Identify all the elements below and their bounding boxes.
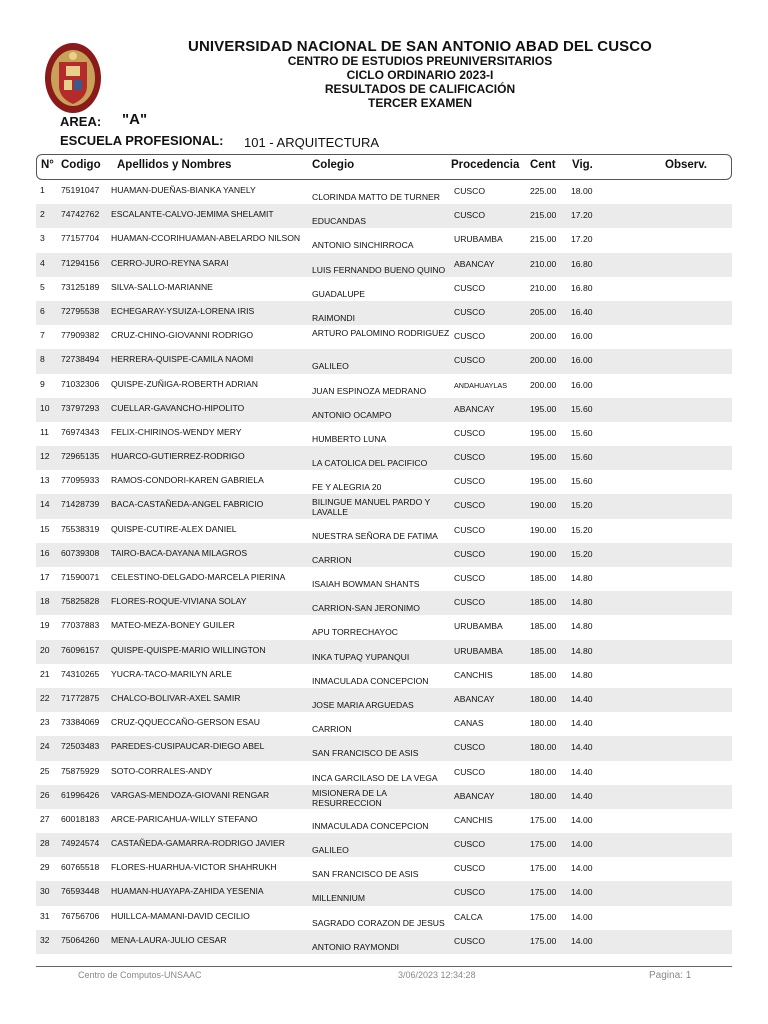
row-number: 5 (40, 281, 45, 292)
table-row (36, 809, 732, 833)
escuela-label: ESCUELA PROFESIONAL: (60, 133, 224, 148)
row-vig: 14.80 (571, 597, 593, 608)
center-name: CENTRO DE ESTUDIOS PREUNIVERSITARIOS (287, 54, 553, 68)
row-vig: 14.40 (571, 693, 593, 704)
row-vig: 14.00 (571, 911, 593, 922)
row-procedencia: ABANCAY (454, 403, 495, 414)
table-row (36, 470, 732, 494)
row-codigo: 74310265 (61, 668, 100, 679)
row-cent: 205.00 (530, 306, 557, 317)
table-row (36, 180, 732, 204)
table-row (36, 857, 732, 881)
row-colegio: ANTONIO RAYMONDI (312, 941, 400, 952)
row-cent: 175.00 (530, 887, 557, 898)
row-number: 16 (40, 547, 50, 558)
row-number: 28 (40, 838, 50, 849)
row-codigo: 74924574 (61, 838, 100, 849)
row-cent: 185.00 (530, 645, 557, 656)
row-nombre: MATEO-MEZA-BONEY GUILER (111, 620, 235, 631)
row-nombre: SOTO-CORRALES-ANDY (111, 765, 213, 776)
row-cent: 190.00 (530, 548, 557, 559)
row-codigo: 75064260 (61, 934, 100, 945)
row-colegio: MISIONERA DE LA RESURRECCION (312, 787, 387, 808)
exam-name: TERCER EXAMEN (367, 96, 472, 110)
row-nombre: SILVA-SALLO-MARIANNE (111, 281, 213, 292)
row-colegio: RAIMONDI (312, 312, 355, 323)
row-colegio: CARRION (312, 724, 352, 735)
row-cent: 195.00 (530, 403, 557, 414)
row-cent: 210.00 (530, 282, 557, 293)
row-codigo: 72965135 (61, 451, 100, 462)
table-row (36, 543, 732, 567)
row-nombre: RAMOS-CONDORI-KAREN GABRIELA (111, 475, 264, 486)
row-cent: 200.00 (530, 379, 557, 390)
row-nombre: CELESTINO-DELGADO-MARCELA PIERINA (111, 572, 286, 582)
table-row (36, 277, 732, 301)
row-colegio: ISAIAH BOWMAN SHANTS (312, 579, 420, 589)
row-number: 13 (40, 475, 50, 486)
row-number: 9 (40, 378, 45, 389)
row-procedencia: CUSCO (454, 355, 486, 366)
row-cent: 180.00 (530, 766, 557, 777)
row-vig: 15.60 (571, 452, 593, 463)
row-colegio: INKA TUPAQ YUPANQUI (312, 651, 410, 662)
row-colegio: INMACULADA CONCEPCION (312, 820, 429, 831)
row-colegio: SAN FRANCISCO DE ASIS (312, 748, 419, 759)
row-vig: 14.80 (571, 573, 593, 583)
row-colegio: ANTONIO SINCHIRROCA (312, 240, 414, 251)
row-procedencia: ANDAHUAYLAS (454, 380, 507, 390)
row-number: 19 (40, 620, 50, 631)
row-nombre: BACA-CASTAÑEDA-ANGEL FABRICIO (111, 499, 264, 510)
row-number: 27 (40, 813, 50, 824)
col-procedencia: Procedencia (451, 159, 520, 171)
row-nombre: ARCE-PARICAHUA-WILLY STEFANO (111, 813, 258, 824)
col-n: N° (41, 159, 54, 171)
row-cent: 215.00 (530, 210, 557, 221)
row-vig: 15.20 (571, 524, 593, 535)
row-nombre: ESCALANTE-CALVO-JEMIMA SHELAMIT (111, 209, 274, 220)
row-cent: 175.00 (530, 839, 557, 850)
row-number: 22 (40, 692, 50, 703)
row-number: 17 (40, 572, 50, 582)
row-number: 10 (40, 402, 50, 413)
table-row (36, 930, 732, 954)
row-procedencia: CANCHIS (454, 669, 493, 680)
row-procedencia: CUSCO (454, 186, 486, 196)
row-procedencia: CUSCO (454, 863, 486, 874)
row-cent: 195.00 (530, 427, 557, 438)
row-colegio: NUESTRA SEÑORA DE FATIMA (312, 530, 438, 541)
row-nombre: QUISPE-QUISPE-MARIO WILLINGTON (111, 644, 266, 655)
row-number: 15 (40, 523, 50, 534)
row-colegio: HUMBERTO LUNA (312, 433, 387, 444)
row-nombre: HUILLCA-MAMANI-DAVID CECILIO (111, 910, 250, 921)
row-procedencia: CUSCO (454, 427, 486, 438)
row-procedencia: CUSCO (454, 573, 486, 583)
table-row (36, 712, 732, 736)
row-procedencia: ABANCAY (454, 258, 495, 269)
footer-source: Centro de Computos-UNSAAC (78, 970, 202, 980)
row-procedencia: CALCA (454, 911, 483, 922)
row-vig: 14.00 (571, 887, 593, 898)
row-nombre: HUARCO-GUTIERREZ-RODRIGO (111, 451, 245, 462)
row-number: 1 (40, 185, 45, 195)
row-colegio: GUADALUPE (312, 288, 366, 299)
table-row (36, 349, 732, 373)
row-number: 23 (40, 717, 50, 728)
table-row (36, 615, 732, 639)
row-number: 4 (40, 257, 45, 268)
row-procedencia: CUSCO (454, 839, 486, 850)
row-vig: 15.20 (571, 500, 593, 511)
row-colegio: ARTURO PALOMINO RODRIGUEZ (312, 328, 450, 339)
row-nombre: PAREDES-CUSIPAUCAR-DIEGO ABEL (111, 741, 265, 752)
row-codigo: 75825828 (61, 596, 100, 607)
row-codigo: 74742762 (61, 209, 100, 220)
row-nombre: CERRO-JURO-REYNA SARAI (111, 257, 229, 268)
table-row (36, 301, 732, 325)
row-number: 26 (40, 789, 50, 800)
row-codigo: 76593448 (61, 886, 100, 897)
table-row (36, 374, 732, 398)
row-codigo: 77037883 (61, 620, 100, 631)
row-codigo: 60739308 (61, 547, 100, 558)
table-row (36, 567, 732, 591)
results-table-body (36, 180, 732, 954)
row-procedencia: CUSCO (454, 742, 486, 753)
row-cent: 185.00 (530, 573, 557, 583)
row-procedencia: CUSCO (454, 887, 486, 898)
table-row (36, 833, 732, 857)
row-codigo: 60765518 (61, 862, 100, 873)
row-cent: 195.00 (530, 452, 557, 463)
row-cent: 175.00 (530, 814, 557, 825)
row-nombre: QUISPE-CUTIRE-ALEX DANIEL (111, 523, 237, 534)
table-row (36, 325, 732, 349)
row-colegio: FE Y ALEGRIA 20 (312, 482, 382, 493)
col-nombres: Apellidos y Nombres (117, 159, 232, 171)
col-cent: Cent (530, 159, 556, 171)
row-number: 21 (40, 668, 50, 679)
row-vig: 14.00 (571, 839, 593, 850)
results-title: RESULTADOS DE CALIFICACIÓN (324, 82, 516, 96)
area-label: AREA: (60, 114, 102, 129)
row-vig: 14.00 (571, 814, 593, 825)
row-colegio: CLORINDA MATTO DE TURNER (312, 192, 440, 202)
row-colegio: INCA GARCILASO DE LA VEGA (312, 772, 438, 783)
row-colegio: JUAN ESPINOZA MEDRANO (312, 385, 427, 396)
row-cent: 175.00 (530, 935, 557, 946)
row-colegio: SAGRADO CORAZON DE JESUS (312, 917, 445, 928)
row-codigo: 76756706 (61, 910, 100, 921)
row-number: 14 (40, 499, 50, 510)
footer-page: Pagina: 1 (649, 970, 692, 981)
row-nombre: FELIX-CHIRINOS-WENDY MERY (111, 426, 242, 437)
row-nombre: FLORES-ROQUE-VIVIANA SOLAY (111, 596, 247, 607)
row-codigo: 72503483 (61, 741, 100, 752)
row-vig: 17.20 (571, 234, 593, 245)
row-number: 2 (40, 209, 45, 220)
row-vig: 18.00 (571, 186, 593, 196)
row-codigo: 71590071 (61, 572, 100, 582)
table-row (36, 736, 732, 760)
row-number: 18 (40, 596, 50, 607)
row-cent: 225.00 (530, 186, 557, 196)
row-cent: 200.00 (530, 355, 557, 366)
escuela-value: 101 - ARQUITECTURA (244, 135, 380, 150)
university-seal-icon (44, 42, 102, 114)
row-vig: 14.80 (571, 645, 593, 656)
row-number: 31 (40, 910, 50, 921)
row-colegio: CARRION-SAN JERONIMO (312, 603, 420, 614)
row-cent: 180.00 (530, 742, 557, 753)
row-colegio: BILINGUE MANUEL PARDO Y LAVALLE (312, 497, 431, 518)
row-colegio: LA CATOLICA DEL PACIFICO (312, 458, 428, 469)
row-codigo: 76974343 (61, 426, 100, 437)
row-nombre: FLORES-HUARHUA-VICTOR SHAHRUKH (111, 862, 277, 873)
row-procedencia: CUSCO (454, 282, 486, 293)
row-cent: 215.00 (530, 234, 557, 245)
table-header (36, 154, 732, 180)
row-cent: 175.00 (530, 911, 557, 922)
row-procedencia: CUSCO (454, 331, 486, 342)
row-procedencia: URUBAMBA (454, 645, 503, 656)
col-observ: Observ. (665, 159, 707, 171)
row-vig: 16.00 (571, 379, 593, 390)
row-codigo: 73797293 (61, 402, 100, 413)
table-row (36, 785, 732, 809)
row-codigo: 71032306 (61, 378, 100, 389)
footer-divider (36, 966, 732, 967)
row-nombre: HUAMAN-HUAYAPA-ZAHIDA YESENIA (111, 886, 264, 897)
row-colegio: LUIS FERNANDO BUENO QUINO (312, 264, 446, 275)
row-codigo: 61996426 (61, 789, 100, 800)
row-cent: 200.00 (530, 331, 557, 342)
row-colegio: MILLENNIUM (312, 893, 366, 904)
row-vig: 14.80 (571, 621, 593, 632)
row-vig: 14.40 (571, 742, 593, 753)
row-vig: 14.40 (571, 718, 593, 729)
row-cent: 175.00 (530, 863, 557, 874)
row-number: 3 (40, 233, 45, 244)
row-nombre: HERRERA-QUISPE-CAMILA NAOMI (111, 354, 254, 365)
row-number: 30 (40, 886, 50, 897)
table-row (36, 906, 732, 930)
row-nombre: ECHEGARAY-YSUIZA-LORENA IRIS (111, 305, 255, 316)
row-vig: 14.40 (571, 790, 593, 801)
row-colegio: JOSE MARIA ARGUEDAS (312, 699, 414, 710)
row-vig: 14.40 (571, 766, 593, 777)
row-number: 32 (40, 934, 50, 945)
row-codigo: 71428739 (61, 499, 100, 510)
col-vig: Vig. (572, 159, 593, 171)
row-codigo: 73125189 (61, 281, 100, 292)
row-codigo: 76096157 (61, 644, 100, 655)
table-row (36, 761, 732, 785)
row-codigo: 77909382 (61, 330, 100, 341)
row-procedencia: CUSCO (454, 500, 486, 511)
row-procedencia: ABANCAY (454, 693, 495, 704)
row-procedencia: CUSCO (454, 766, 486, 777)
row-cent: 185.00 (530, 597, 557, 608)
row-procedencia: CUSCO (454, 476, 486, 487)
row-procedencia: CUSCO (454, 524, 486, 535)
row-procedencia: CANAS (454, 718, 484, 729)
row-nombre: CHALCO-BOLIVAR-AXEL SAMIR (111, 692, 241, 703)
row-vig: 15.60 (571, 427, 593, 438)
row-codigo: 75538319 (61, 523, 100, 534)
row-number: 20 (40, 644, 50, 655)
row-procedencia: CUSCO (454, 210, 486, 221)
row-vig: 14.00 (571, 935, 593, 946)
row-colegio: CARRION (312, 554, 352, 565)
row-codigo: 72795538 (61, 305, 100, 316)
row-codigo: 71772875 (61, 692, 100, 703)
row-colegio: SAN FRANCISCO DE ASIS (312, 869, 419, 880)
row-codigo: 71294156 (61, 257, 100, 268)
row-number: 25 (40, 765, 50, 776)
row-number: 12 (40, 451, 50, 462)
row-vig: 15.60 (571, 403, 593, 414)
table-row (36, 398, 732, 422)
col-codigo: Codigo (61, 159, 101, 171)
row-vig: 15.20 (571, 548, 593, 559)
table-row (36, 640, 732, 664)
row-procedencia: CUSCO (454, 452, 486, 463)
row-vig: 17.20 (571, 210, 593, 221)
table-row (36, 494, 732, 518)
table-row (36, 881, 732, 905)
table-row (36, 422, 732, 446)
row-nombre: TAIRO-BACA-DAYANA MILAGROS (111, 547, 248, 558)
row-cent: 180.00 (530, 790, 557, 801)
row-procedencia: CUSCO (454, 597, 486, 608)
row-number: 8 (40, 354, 45, 365)
row-number: 6 (40, 305, 45, 316)
row-procedencia: CUSCO (454, 548, 486, 559)
row-vig: 16.80 (571, 258, 593, 269)
row-procedencia: URUBAMBA (454, 234, 503, 245)
footer-timestamp: 3/06/2023 12:34:28 (398, 970, 476, 980)
row-vig: 16.80 (571, 282, 593, 293)
row-cent: 180.00 (530, 693, 557, 704)
row-number: 7 (40, 330, 45, 341)
row-colegio: APU TORRECHAYOC (312, 627, 398, 638)
table-row (36, 688, 732, 712)
row-cent: 190.00 (530, 524, 557, 535)
table-row (36, 519, 732, 543)
row-procedencia: URUBAMBA (454, 621, 503, 632)
cycle-name: CICLO ORDINARIO 2023-I (346, 68, 494, 82)
row-cent: 185.00 (530, 621, 557, 632)
table-row (36, 253, 732, 277)
table-row (36, 228, 732, 252)
row-number: 11 (40, 426, 49, 437)
table-row (36, 446, 732, 470)
area-value: "A" (122, 111, 148, 128)
row-nombre: QUISPE-ZUÑIGA-ROBERTH ADRIAN (111, 378, 258, 389)
row-cent: 195.00 (530, 476, 557, 487)
row-number: 29 (40, 862, 50, 873)
row-colegio: GALILEO (312, 845, 349, 856)
row-nombre: HUAMAN-CCORIHUAMAN-ABELARDO NILSON (111, 233, 301, 244)
row-codigo: 60018183 (61, 813, 100, 824)
row-colegio: EDUCANDAS (312, 216, 366, 227)
row-vig: 16.00 (571, 355, 593, 366)
row-codigo: 77095933 (61, 475, 100, 486)
university-title: UNIVERSIDAD NACIONAL DE SAN ANTONIO ABAD DEL CUSCO (188, 38, 652, 55)
row-procedencia: ABANCAY (454, 790, 495, 801)
table-row (36, 664, 732, 688)
row-codigo: 77157704 (61, 233, 100, 244)
row-cent: 190.00 (530, 500, 557, 511)
row-nombre: YUCRA-TACO-MARILYN ARLE (111, 668, 232, 679)
col-colegio: Colegio (312, 159, 355, 171)
row-cent: 180.00 (530, 718, 557, 729)
row-nombre: HUAMAN-DUEÑAS-BIANKA YANELY (111, 185, 256, 195)
row-nombre: VARGAS-MENDOZA-GIOVANI RENGAR (111, 789, 270, 800)
row-codigo: 72738494 (61, 354, 100, 365)
row-cent: 185.00 (530, 669, 557, 680)
row-codigo: 75875929 (61, 765, 100, 776)
row-vig: 14.80 (571, 669, 593, 680)
row-colegio: GALILEO (312, 361, 349, 372)
row-procedencia: CUSCO (454, 306, 486, 317)
row-nombre: CRUZ-CHINO-GIOVANNI RODRIGO (111, 330, 254, 341)
table-row (36, 204, 732, 228)
row-vig: 16.00 (571, 331, 593, 342)
row-codigo: 73384069 (61, 717, 100, 728)
row-vig: 14.00 (571, 863, 593, 874)
row-procedencia: CANCHIS (454, 814, 493, 825)
row-procedencia: CUSCO (454, 935, 486, 946)
row-colegio: ANTONIO OCAMPO (312, 409, 392, 420)
row-nombre: CUELLAR-GAVANCHO-HIPOLITO (111, 402, 245, 413)
row-vig: 16.40 (571, 306, 593, 317)
row-nombre: CASTAÑEDA-GAMARRA-RODRIGO JAVIER (111, 838, 285, 849)
row-cent: 210.00 (530, 258, 557, 269)
table-row (36, 591, 732, 615)
row-vig: 15.60 (571, 476, 593, 487)
row-number: 24 (40, 741, 50, 752)
row-codigo: 75191047 (61, 185, 100, 195)
row-nombre: MENA-LAURA-JULIO CESAR (111, 934, 227, 945)
row-nombre: CRUZ-QQUECCAÑO-GERSON ESAU (111, 717, 260, 728)
row-colegio: INMACULADA CONCEPCION (312, 675, 429, 686)
